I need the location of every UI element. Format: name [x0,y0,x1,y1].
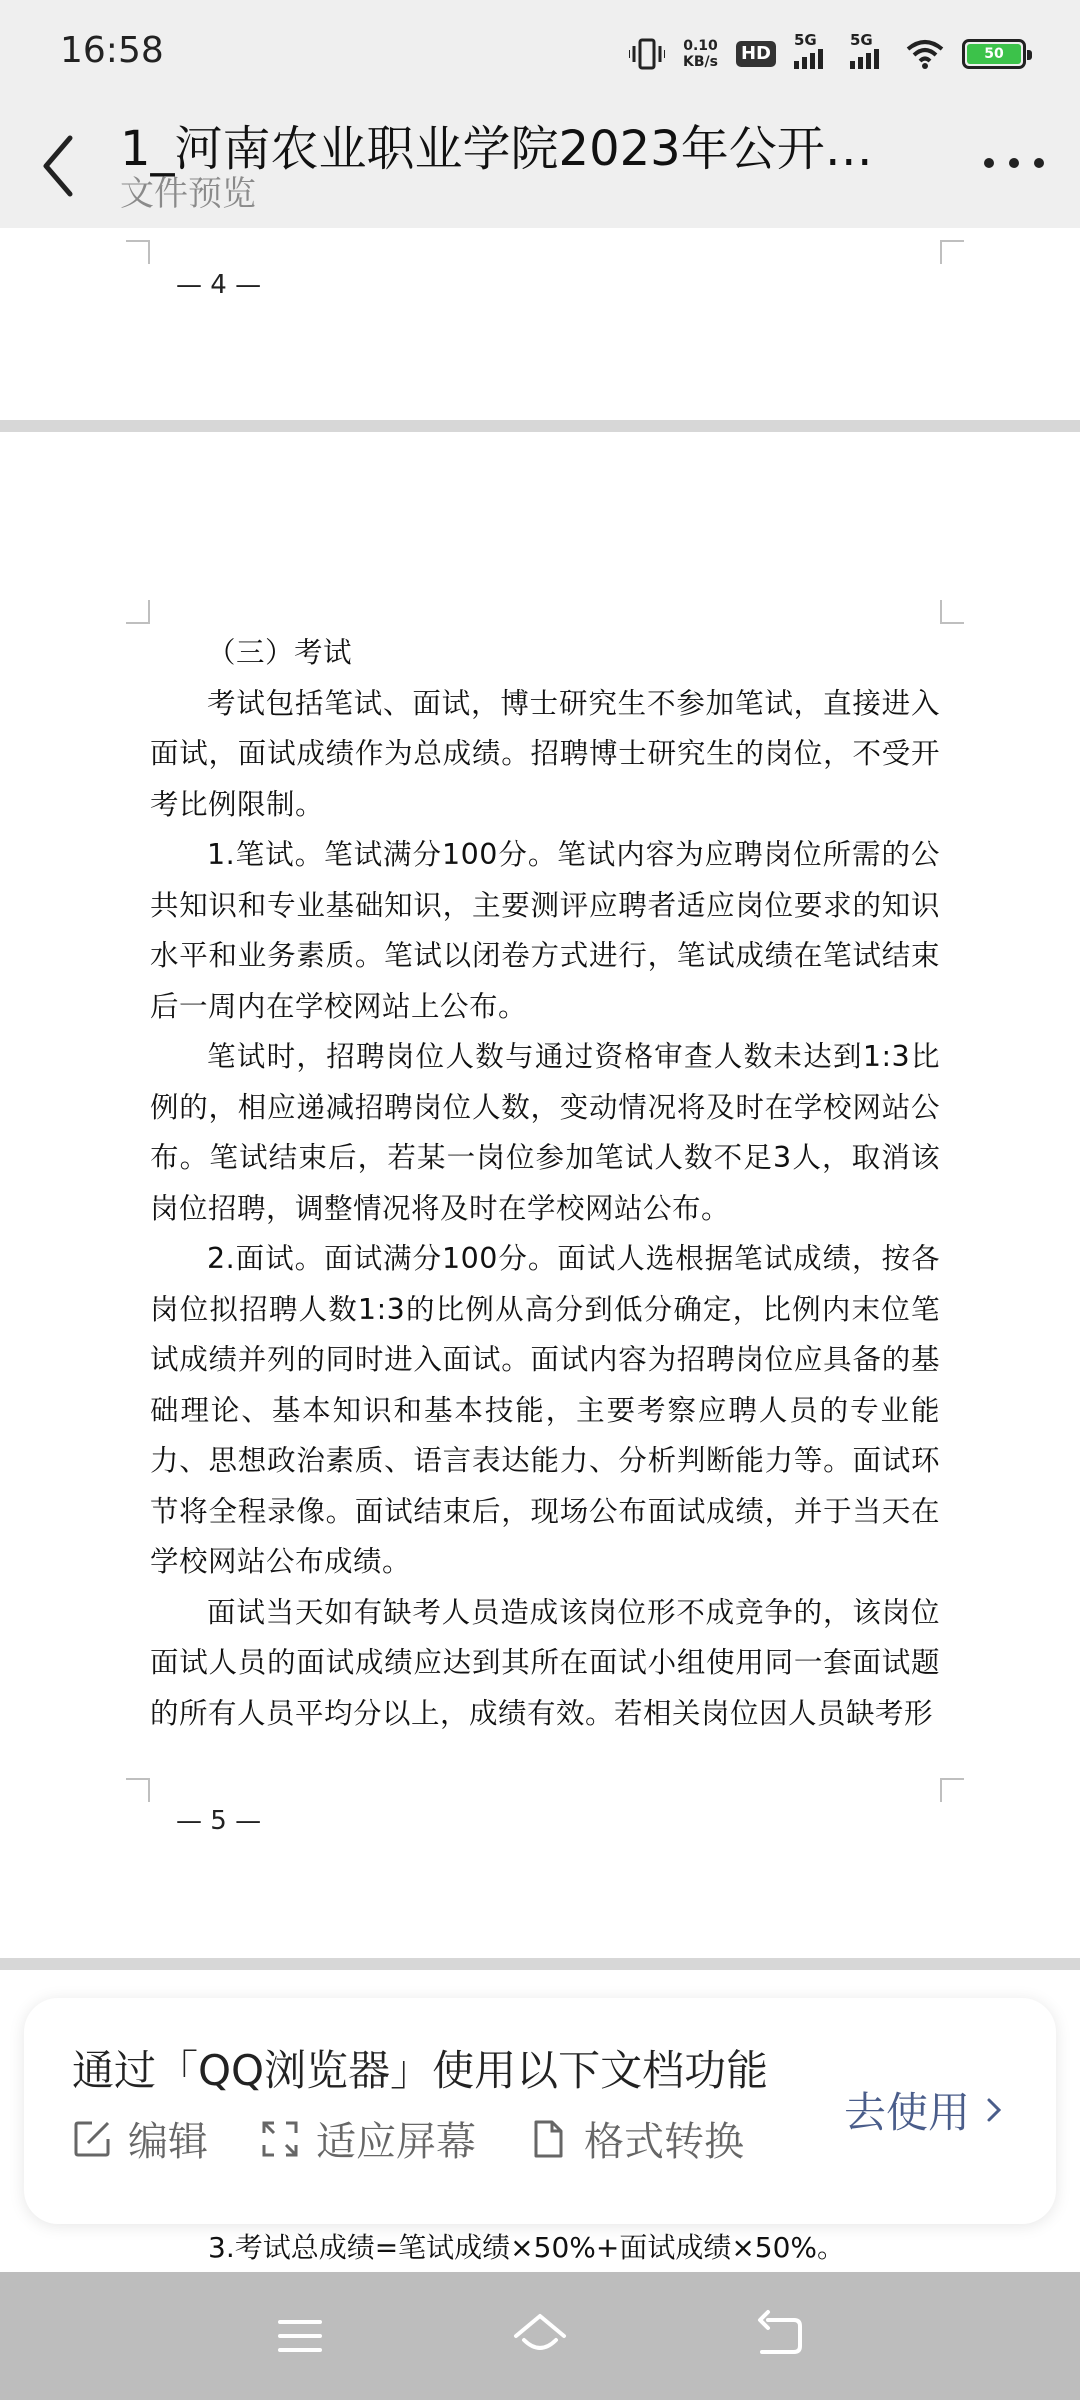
format-convert-feature[interactable]: 格式转换 [528,2110,744,2167]
more-menu-button[interactable] [984,148,1044,178]
page-number: — 4 — [176,270,262,300]
chevron-right-icon [984,2095,1004,2125]
next-page-text: 3.考试总成绩=笔试成绩×50%+面试成绩×50%。 [208,2231,846,2264]
status-time: 16:58 [60,30,164,71]
page-corner-mark [940,1778,964,1802]
battery-icon: 50 [962,39,1026,69]
paragraph: 2.面试。面试满分100分。面试人选根据笔试成绩，按各岗位拟招聘人数1:3的比例从高分到低分确定，比例内末位笔试成绩并列的同时进入面试。面试内容为招聘岗位应具备的基础理论、基本知识和基本技能，主要考察应聘人员的专业能力、思想政治素质、语言表达能力、分析判断能力等。面试环节将全程录像。面试结束后，现场公布面试成绩，并于当天在学校网站公布成绩。 [150,1242,940,1578]
page-corner-mark [126,1778,150,1802]
back-nav-button[interactable] [750,2306,810,2366]
page-separator [0,1958,1080,1970]
wifi-icon [906,39,944,69]
document-viewer[interactable] [0,228,1080,2272]
vibrate-icon [629,38,665,70]
home-button[interactable] [510,2306,570,2366]
banner-title: 通过「QQ浏览器」使用以下文档功能 [72,2046,769,2095]
status-bar [0,0,1080,108]
back-button[interactable] [36,126,84,206]
page-number: — 5 — [176,1806,262,1836]
section-heading: （三）考试 [207,636,353,669]
page-body [150,628,940,1739]
signal-sim1-icon: 5G [794,39,832,69]
menu-button[interactable] [270,2306,330,2366]
page-corner-mark [126,240,150,264]
edit-icon [72,2119,112,2159]
dot-icon [1009,158,1019,168]
paragraph: 面试当天如有缺考人员造成该岗位形不成竞争的，该岗位面试人员的面试成绩应达到其所在面试小组使用同一套面试题的所有人员平均分以上，成绩有效。若相关岗位因人员缺考形 [150,1595,940,1730]
page-corner-mark [126,600,150,624]
page-corner-mark [940,600,964,624]
edit-feature[interactable]: 编辑 [72,2110,208,2167]
banner-features [72,2110,744,2167]
fit-screen-feature[interactable]: 适应屏幕 [260,2110,476,2167]
paragraph: 考试包括笔试、面试，博士研究生不参加笔试，直接进入面试，面试成绩作为总成绩。招聘博士研究生的岗位，不受开考比例限制。 [150,686,940,821]
page-corner-mark [940,240,964,264]
system-nav-bar [0,2272,1080,2400]
status-icons [629,32,1026,76]
paragraph: 1.笔试。笔试满分100分。笔试内容为应聘岗位所需的公共知识和专业基础知识，主要测评应聘者适应岗位要求的知识水平和业务素质。笔试以闭卷方式进行，笔试成绩在笔试结束后一周内在学校网站上公布。 [150,838,940,1023]
use-now-button[interactable]: 去使用 [844,2080,1004,2140]
paragraph: 笔试时，招聘岗位人数与通过资格审查人数未达到1:3比例的，相应递减招聘岗位人数，变动情况将及时在学校网站公布。笔试结束后，若某一岗位参加笔试人数不足3人，取消该岗位招聘，调整情况将及时在学校网站公布。 [150,1040,940,1225]
fit-screen-icon [260,2119,300,2159]
app-header [0,108,1080,228]
file-subtitle: 文件预览 [120,174,256,214]
dot-icon [1034,158,1044,168]
qq-browser-banner [24,1998,1056,2224]
file-title: 1_河南农业职业学院2023年公开… [120,121,873,177]
signal-sim2-icon: 5G [850,39,888,69]
hd-badge: HD [736,41,776,67]
document-icon [528,2119,568,2159]
dot-icon [984,158,994,168]
page-separator [0,420,1080,432]
net-speed: 0.10 KB/s [683,38,718,70]
